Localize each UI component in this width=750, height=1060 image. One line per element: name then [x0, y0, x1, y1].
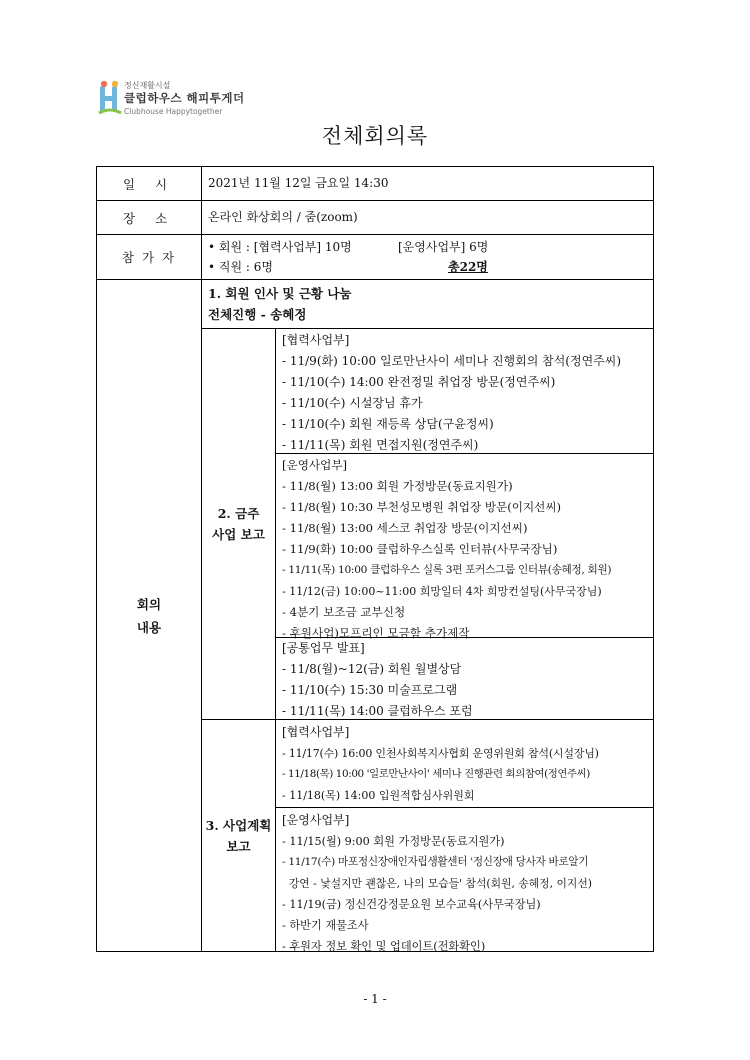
page-number: - 1 - [363, 992, 387, 1006]
place-label: 장 소 [122, 210, 176, 226]
list-item: 강연 - 낯설지만 괜찮은, 나의 모습들' 참석(회원, 송혜정, 이지선) [282, 877, 592, 890]
list-item: - 11/15(월) 9:00 회원 가정방문(동료지원가) [282, 835, 505, 848]
content-label-cell [96, 279, 202, 952]
place-label-cell [96, 200, 202, 235]
list-item: - 11/8(월) 10:30 부천성모병원 취업장 방문(이지선씨) [282, 500, 562, 514]
list-item: - 11/8(월) 13:00 세스코 취업장 방문(이지선씨) [282, 521, 528, 535]
section2-coop-list [276, 329, 653, 456]
section2-ops-cell [275, 453, 654, 638]
list-item: - 4분기 보조금 교부신청 [282, 605, 406, 619]
list-item: [공통업무 발표] [282, 641, 365, 655]
list-item: - 11/11(목) 회원 면접지원(정연주씨) [282, 438, 479, 452]
section1-title: 1. 회원 인사 및 근황 나눔 [208, 286, 352, 301]
section2-label-cell [201, 328, 276, 720]
attendees-members-ops: [운영사업부] 6명 [398, 240, 489, 254]
date-label: 일 시 [122, 176, 176, 192]
list-item: [운영사업부] [282, 813, 350, 827]
list-item: - 후원자 정보 확인 및 업데이트(전화확인) [282, 940, 486, 953]
section2-label-line2: 사업 보고 [212, 527, 265, 542]
list-item: - 11/19(금) 정신건강정문요원 보수교육(사무국장님) [282, 898, 541, 911]
section3-label-line1: 3. 사업계획 [205, 817, 272, 833]
date-value: 2021년 11월 12일 금요일 14:30 [208, 176, 389, 190]
list-item: - 11/10(수) 14:00 완전정밀 취업장 방문(정연주씨) [282, 375, 556, 389]
list-item: - 11/18(목) 14:00 입원적합심사위원회 [282, 789, 475, 802]
attendees-total: 총22명 [448, 260, 488, 274]
page-title: 전체회의록 [321, 124, 429, 148]
section2-label-line1: 2. 금주 [217, 506, 260, 521]
list-item: - 11/17(수) 마포정신장애인자립생활센터 '정신장애 당사자 바로알기 [282, 856, 589, 868]
list-item: - 하반기 재물조사 [282, 919, 369, 932]
section3-coop-list [276, 720, 653, 806]
attendees-value-cell [201, 234, 654, 280]
section3-label-line2: 보고 [226, 838, 251, 854]
attendees-label: 참 가 자 [121, 250, 177, 265]
list-item: - 11/9(화) 10:00 일로만난사이 세미나 진행회의 참석(정연주씨) [282, 354, 622, 368]
section2-common-cell [275, 637, 654, 720]
list-item: - 11/11(목) 14:00 클럽하우스 포럼 [282, 704, 473, 718]
section3-label-cell [201, 719, 276, 952]
list-item: - 11/10(수) 시설장님 휴가 [282, 396, 423, 410]
place-value: 온라인 화상회의 / 줌(zoom) [208, 210, 358, 224]
date-label-cell [96, 166, 202, 201]
section1-cell [201, 279, 654, 329]
list-item: [협력사업부] [282, 333, 350, 347]
list-item: - 11/12(금) 10:00~11:00 희망일터 4차 희망컨설팅(사무국장님) [282, 585, 602, 598]
place-value-cell [201, 200, 654, 235]
section3-coop-cell [275, 719, 654, 808]
list-item: - 11/9(화) 10:00 클럽하우스실록 인터뷰(사무국장님) [282, 542, 558, 556]
section1-subtitle: 전체진행 - 송혜정 [208, 307, 307, 322]
section2-coop-cell [275, 328, 654, 454]
section3-ops-list [276, 808, 653, 957]
section2-ops-list [276, 454, 653, 644]
logo-subtitle: 정신재활시설 [124, 81, 171, 90]
logo-english-name: Clubhouse Happytogether [124, 107, 223, 116]
list-item: [운영사업부] [282, 458, 348, 472]
attendees-staff: • 직원 : 6명 [208, 260, 273, 274]
list-item: - 11/11(목) 10:00 클럽하우스 실록 3편 포커스그룹 인터뷰(송혜정, 회원) [282, 564, 612, 576]
list-item: - 11/10(수) 15:30 미술프로그램 [282, 683, 458, 697]
section3-ops-cell [275, 807, 654, 952]
clubhouse-logo-icon [98, 80, 122, 116]
list-item: - 11/8(월) 13:00 회원 가정방문(동료지원가) [282, 479, 513, 493]
list-item: - 11/17(수) 16:00 인천사회복지사협회 운영위원회 참석(시설장님) [282, 747, 599, 760]
list-item: - 11/10(수) 회원 재등록 상담(구윤정씨) [282, 417, 494, 431]
list-item: - 11/18(목) 10:00 '일로만난사이' 세미나 진행관련 회의참여(정연주씨) [282, 768, 590, 780]
logo-name: 클럽하우스 해피투게더 [124, 91, 245, 105]
date-value-cell [201, 166, 654, 201]
list-item: [협력사업부] [282, 725, 350, 739]
attendees-members: • 회원 : [협력사업부] 10명 [208, 240, 352, 254]
attendees-label-cell [96, 234, 202, 280]
content-label-line1: 회의 [136, 596, 162, 612]
content-label-line2: 내용 [136, 619, 162, 635]
list-item: - 11/8(월)~12(금) 회원 월별상담 [282, 662, 462, 676]
section2-common-list [276, 638, 653, 722]
clubhouse-logo [98, 80, 278, 122]
list-item: - 후원사업)모프리인 모금함 추가제작 [282, 626, 470, 640]
